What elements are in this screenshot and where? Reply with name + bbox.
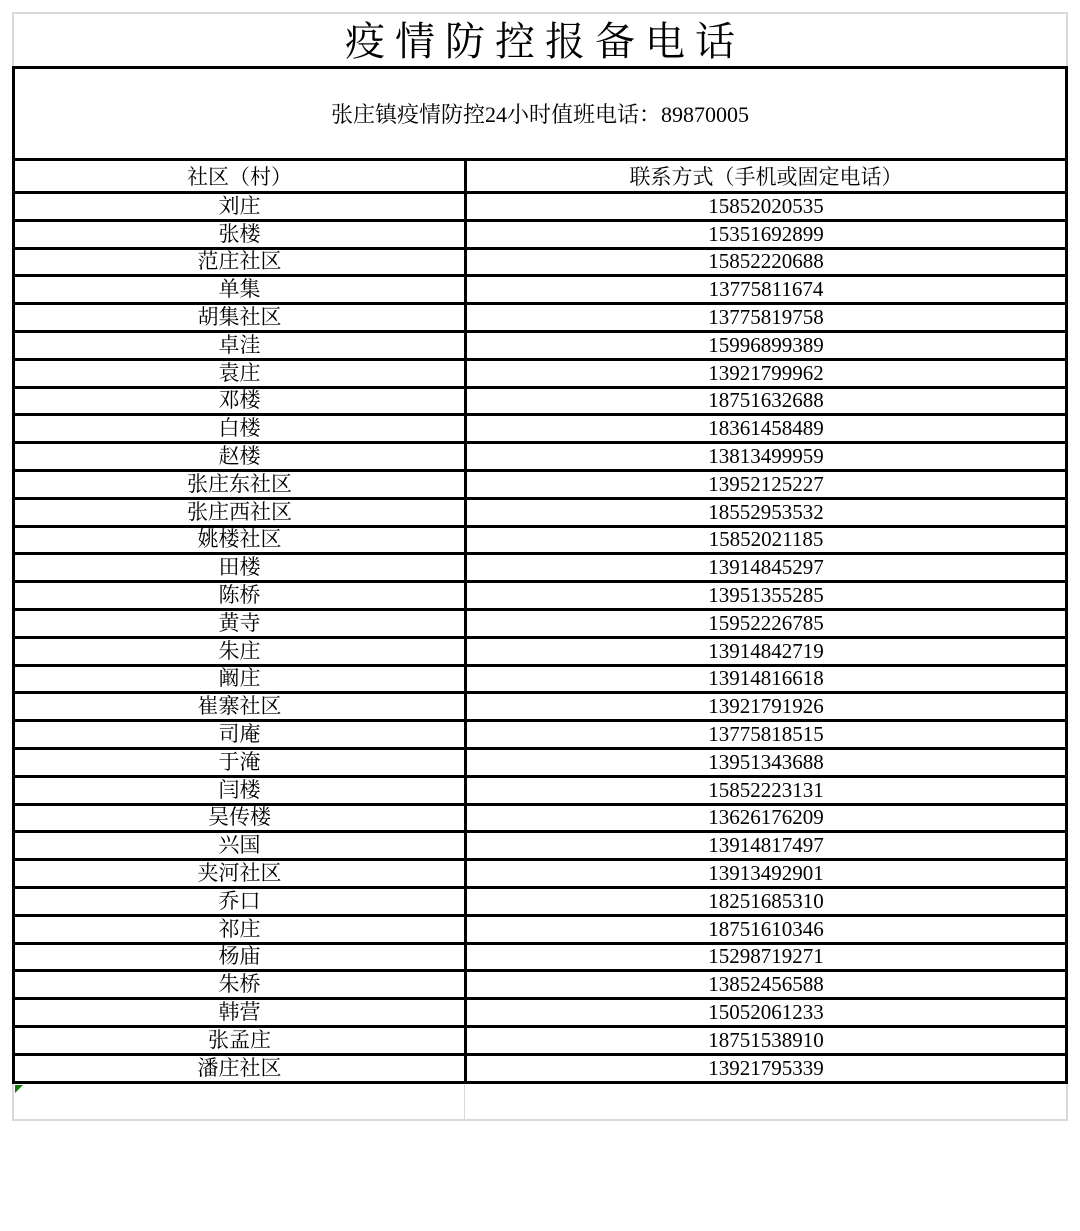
community-cell: 韩营: [14, 999, 466, 1027]
table-row: [14, 554, 1067, 582]
column-header-community: 社区（村）: [14, 160, 466, 193]
community-cell: 于淹: [14, 748, 466, 776]
table-row: [14, 665, 1067, 693]
phone-cell: 13914845297: [466, 554, 1067, 582]
phone-cell: 15996899389: [466, 331, 1067, 359]
phone-cell: 15852020535: [466, 193, 1067, 221]
phone-cell: 13951355285: [466, 582, 1067, 610]
community-cell: 姚楼社区: [14, 526, 466, 554]
table-row: [14, 470, 1067, 498]
community-cell: 朱桥: [14, 971, 466, 999]
phone-cell: 13852456588: [466, 971, 1067, 999]
community-cell: 田楼: [14, 554, 466, 582]
table-row: [14, 193, 1067, 221]
phone-cell: 15852220688: [466, 248, 1067, 276]
table-row: [14, 637, 1067, 665]
phone-cell: 13813499959: [466, 443, 1067, 471]
phone-cell: 13914816618: [466, 665, 1067, 693]
phone-cell: 13921795339: [466, 1054, 1067, 1082]
community-cell: 朱庄: [14, 637, 466, 665]
table-row: [14, 387, 1067, 415]
table-row: [14, 1026, 1067, 1054]
phone-cell: 13775811674: [466, 276, 1067, 304]
table-row: [14, 971, 1067, 999]
phone-cell: 13775819758: [466, 304, 1067, 332]
spreadsheet-area: [12, 12, 1068, 1121]
empty-spreadsheet-row: [12, 1084, 1068, 1121]
community-cell: 闫楼: [14, 776, 466, 804]
phone-cell: 15052061233: [466, 999, 1067, 1027]
phone-cell: 13921799962: [466, 359, 1067, 387]
community-cell: 白楼: [14, 415, 466, 443]
community-cell: 兴国: [14, 832, 466, 860]
community-cell: 崔寨社区: [14, 693, 466, 721]
phone-cell: 13913492901: [466, 860, 1067, 888]
phone-table: [12, 66, 1068, 1084]
community-cell: 祁庄: [14, 915, 466, 943]
phone-table-body: [14, 68, 1067, 1083]
community-cell: 袁庄: [14, 359, 466, 387]
community-cell: 刘庄: [14, 193, 466, 221]
table-row: [14, 887, 1067, 915]
phone-cell: 18361458489: [466, 415, 1067, 443]
table-row: [14, 498, 1067, 526]
phone-cell: 15351692899: [466, 220, 1067, 248]
phone-cell: 13914817497: [466, 832, 1067, 860]
table-row: [14, 443, 1067, 471]
table-row: [14, 220, 1067, 248]
table-row: [14, 582, 1067, 610]
cell-error-triangle-icon: [15, 1085, 23, 1093]
table-row: [14, 804, 1067, 832]
table-row: [14, 248, 1067, 276]
table-row: [14, 832, 1067, 860]
phone-cell: 15852021185: [466, 526, 1067, 554]
phone-cell: 13952125227: [466, 470, 1067, 498]
table-row: [14, 359, 1067, 387]
community-cell: 夹河社区: [14, 860, 466, 888]
phone-cell: 13775818515: [466, 721, 1067, 749]
empty-row-column-divider: [464, 1084, 465, 1119]
community-cell: 司庵: [14, 721, 466, 749]
column-header-contact: 联系方式（手机或固定电话）: [466, 160, 1067, 193]
table-row: [14, 276, 1067, 304]
table-row: [14, 609, 1067, 637]
community-cell: 张楼: [14, 220, 466, 248]
table-row: [14, 1054, 1067, 1082]
phone-cell: 15952226785: [466, 609, 1067, 637]
community-cell: 张庄西社区: [14, 498, 466, 526]
table-row: [14, 415, 1067, 443]
table-row: [14, 526, 1067, 554]
community-cell: 杨庙: [14, 943, 466, 971]
community-cell: 吴传楼: [14, 804, 466, 832]
phone-cell: 13921791926: [466, 693, 1067, 721]
table-row: [14, 304, 1067, 332]
phone-cell: 18751538910: [466, 1026, 1067, 1054]
community-cell: 单集: [14, 276, 466, 304]
community-cell: 张庄东社区: [14, 470, 466, 498]
community-cell: 胡集社区: [14, 304, 466, 332]
phone-cell: 18751632688: [466, 387, 1067, 415]
table-row: [14, 943, 1067, 971]
phone-cell: 18251685310: [466, 887, 1067, 915]
community-cell: 阚庄: [14, 665, 466, 693]
phone-cell: 15298719271: [466, 943, 1067, 971]
community-cell: 卓洼: [14, 331, 466, 359]
table-row: [14, 331, 1067, 359]
phone-cell: 13914842719: [466, 637, 1067, 665]
phone-cell: 15852223131: [466, 776, 1067, 804]
table-row: [14, 776, 1067, 804]
community-cell: 赵楼: [14, 443, 466, 471]
phone-cell: 18552953532: [466, 498, 1067, 526]
table-row: [14, 721, 1067, 749]
table-row: [14, 748, 1067, 776]
community-cell: 潘庄社区: [14, 1054, 466, 1082]
subtitle-row: [14, 68, 1067, 160]
table-row: [14, 860, 1067, 888]
phone-cell: 18751610346: [466, 915, 1067, 943]
community-cell: 乔口: [14, 887, 466, 915]
page-title: 疫情防控报备电话: [12, 12, 1068, 66]
duty-phone-subtitle: 张庄镇疫情防控24小时值班电话：89870005: [14, 68, 1067, 160]
table-row: [14, 999, 1067, 1027]
community-cell: 黄寺: [14, 609, 466, 637]
phone-cell: 13626176209: [466, 804, 1067, 832]
community-cell: 范庄社区: [14, 248, 466, 276]
table-row: [14, 693, 1067, 721]
table-header-row: [14, 160, 1067, 193]
phone-cell: 13951343688: [466, 748, 1067, 776]
table-row: [14, 915, 1067, 943]
community-cell: 邓楼: [14, 387, 466, 415]
community-cell: 张孟庄: [14, 1026, 466, 1054]
community-cell: 陈桥: [14, 582, 466, 610]
